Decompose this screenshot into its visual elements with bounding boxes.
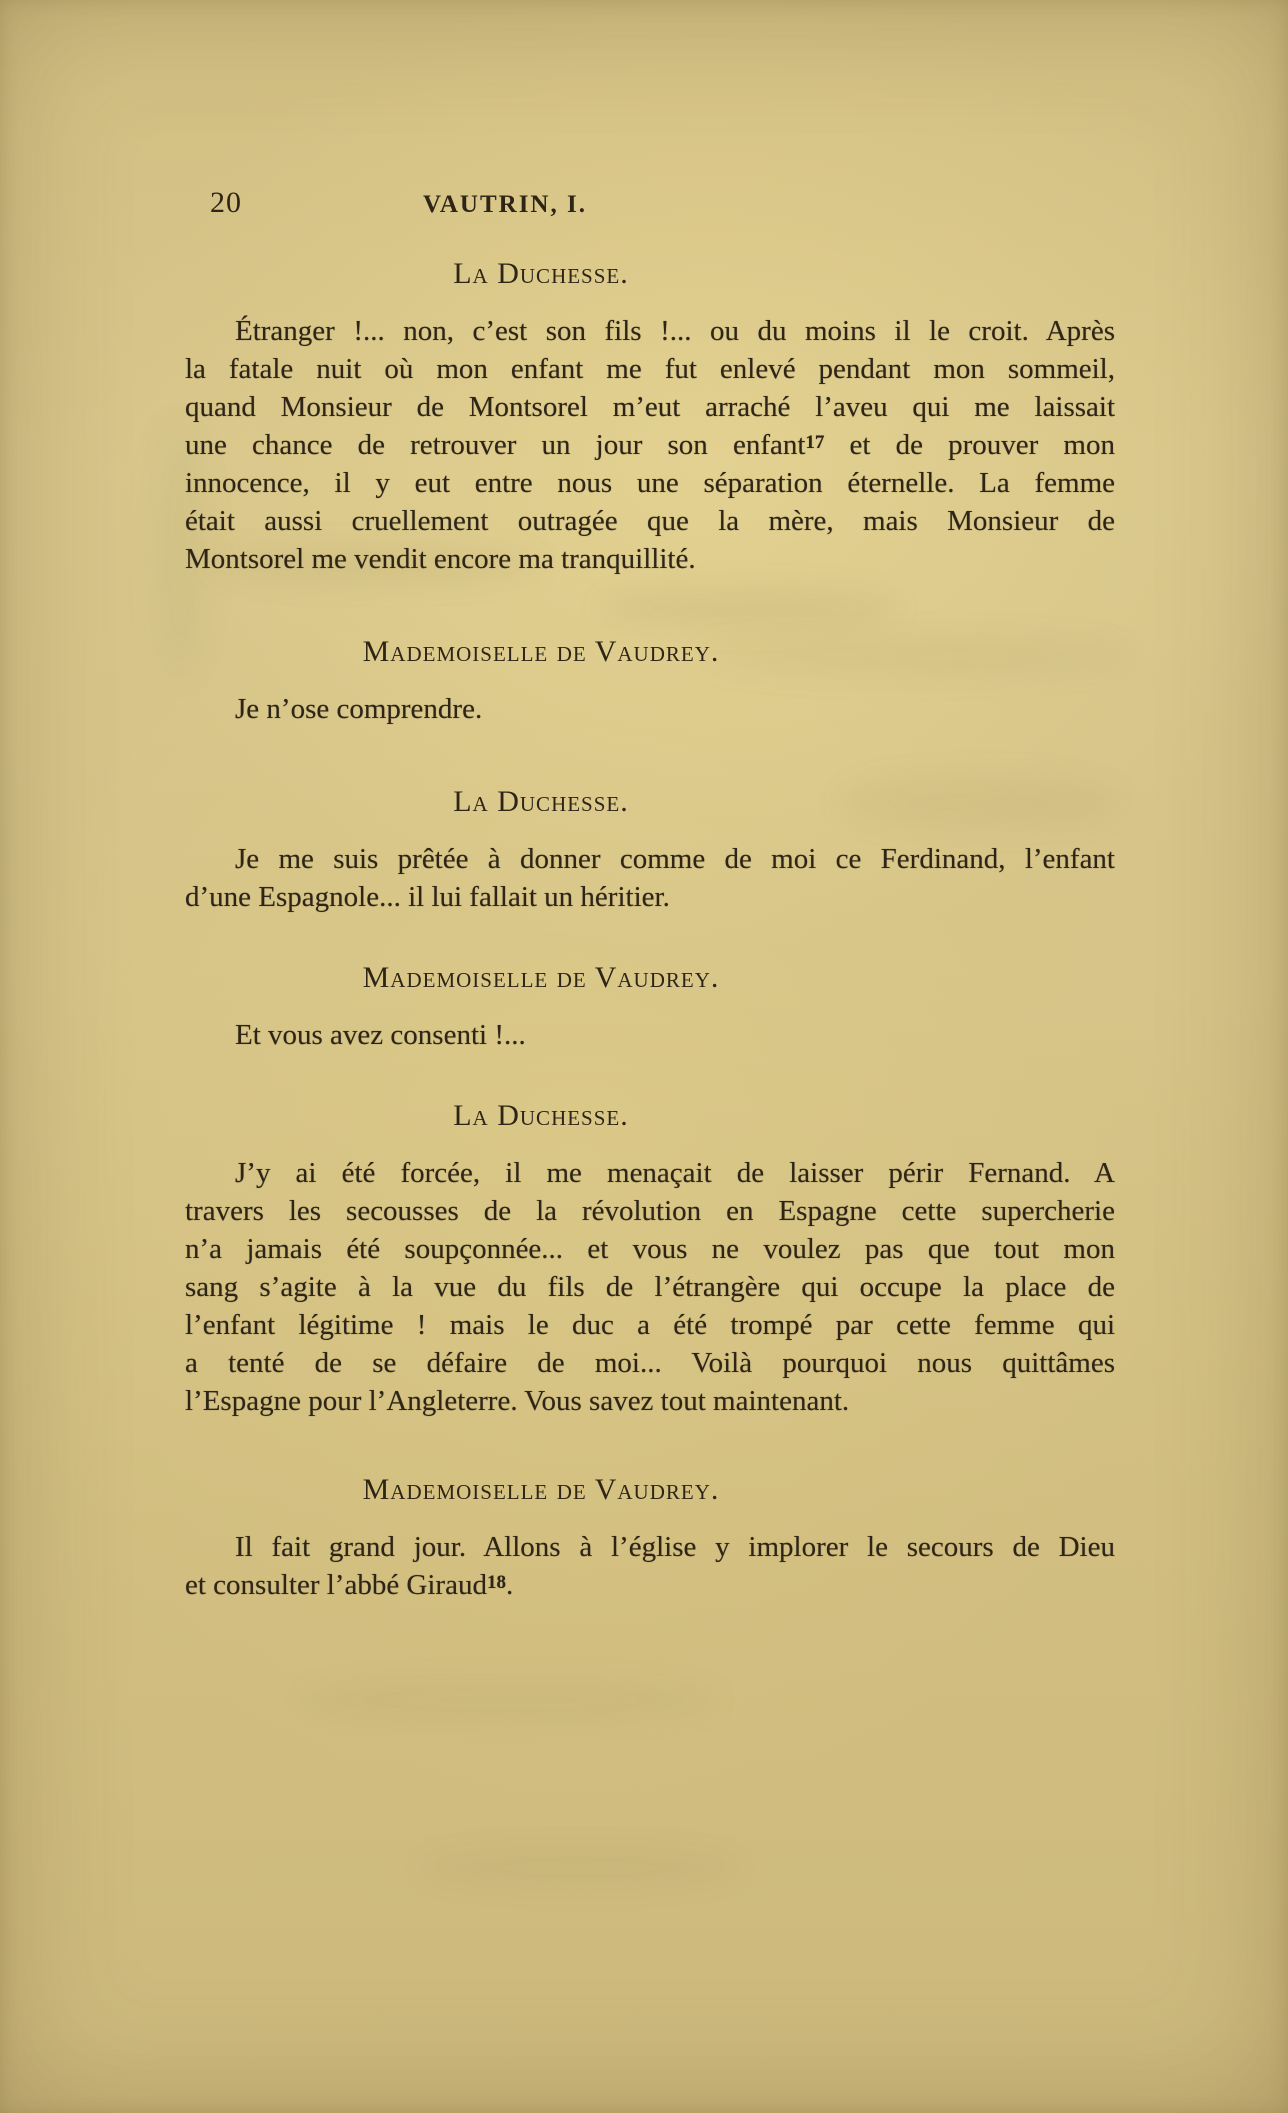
speech [185, 840, 1115, 916]
speech-line: Étranger !... non, c’est son fils !... ou du moins il le croit. Après [235, 315, 1115, 347]
speech-line: d’une Espagnole... il lui fallait un héritier. [185, 881, 670, 913]
speech-line: Il fait grand jour. Allons à l’église y implorer le secours de Dieu [235, 1531, 1115, 1563]
speaker-heading: La Duchesse. [453, 1099, 629, 1132]
speech-line: sang s’agite à la vue du fils de l’étrangère qui occupe la place de [185, 1271, 1115, 1303]
speech-line: et consulter l’abbé Giraud$^{18}$. [185, 1569, 514, 1601]
page-number: 20 [210, 186, 242, 219]
speech-line: n’a jamais été soupçonnée... et vous ne voulez pas que tout mon [185, 1233, 1115, 1265]
speech [185, 1154, 1115, 1420]
bleedthrough-spot [300, 1680, 720, 1720]
speech [185, 312, 1115, 578]
speaker-heading: Mademoiselle de Vaudrey. [362, 961, 720, 994]
speech-line: l’enfant légitime ! mais le duc a été trompé par cette femme qui [185, 1309, 1115, 1341]
speech-line: quand Monsieur de Montsorel m’eut arraché l’aveu qui me laissait [185, 391, 1115, 423]
speech-line: Et vous avez consenti !... [235, 1019, 526, 1051]
text-block [185, 0, 1115, 1604]
speaker-heading: La Duchesse. [453, 257, 629, 290]
speaker-heading: Mademoiselle de Vaudrey. [362, 635, 720, 668]
speech-line: Je n’ose comprendre. [235, 693, 483, 725]
running-header [185, 186, 1115, 222]
footnote-ref: 18 [486, 1572, 506, 1593]
speech-line: une chance de retrouver un jour son enfant$^{17}$ et de prouver mon [185, 429, 1115, 461]
speaker-heading: La Duchesse. [453, 785, 629, 818]
speech-line: J’y ai été forcée, il me menaçait de laisser périr Fernand. A [235, 1157, 1115, 1189]
bleedthrough-spot [420, 1850, 740, 1886]
speech-line: la fatale nuit où mon enfant me fut enlevé pendant mon sommeil, [185, 353, 1115, 385]
speech [185, 690, 1115, 728]
speaker-heading: Mademoiselle de Vaudrey. [362, 1473, 720, 1506]
running-title: VAUTRIN, I. [423, 191, 587, 218]
footnote-ref: 17 [805, 432, 825, 453]
speech-line: Montsorel me vendit encore ma tranquillité. [185, 543, 696, 575]
speech-line: travers les secousses de la révolution en Espagne cette supercherie [185, 1195, 1115, 1227]
speech [185, 1528, 1115, 1604]
speech-line: a tenté de se défaire de moi... Voilà pourquoi nous quittâmes [185, 1347, 1115, 1379]
speech [185, 1016, 1115, 1054]
dialogue [185, 256, 1115, 1604]
speech-line: l’Espagne pour l’Angleterre. Vous savez tout maintenant. [185, 1385, 850, 1417]
speech-line: était aussi cruellement outragée que la mère, mais Monsieur de [185, 505, 1115, 537]
speech-line: innocence, il y eut entre nous une séparation éternelle. La femme [185, 467, 1115, 499]
speech-line: Je me suis prêtée à donner comme de moi ce Ferdinand, l’enfant [235, 843, 1115, 875]
